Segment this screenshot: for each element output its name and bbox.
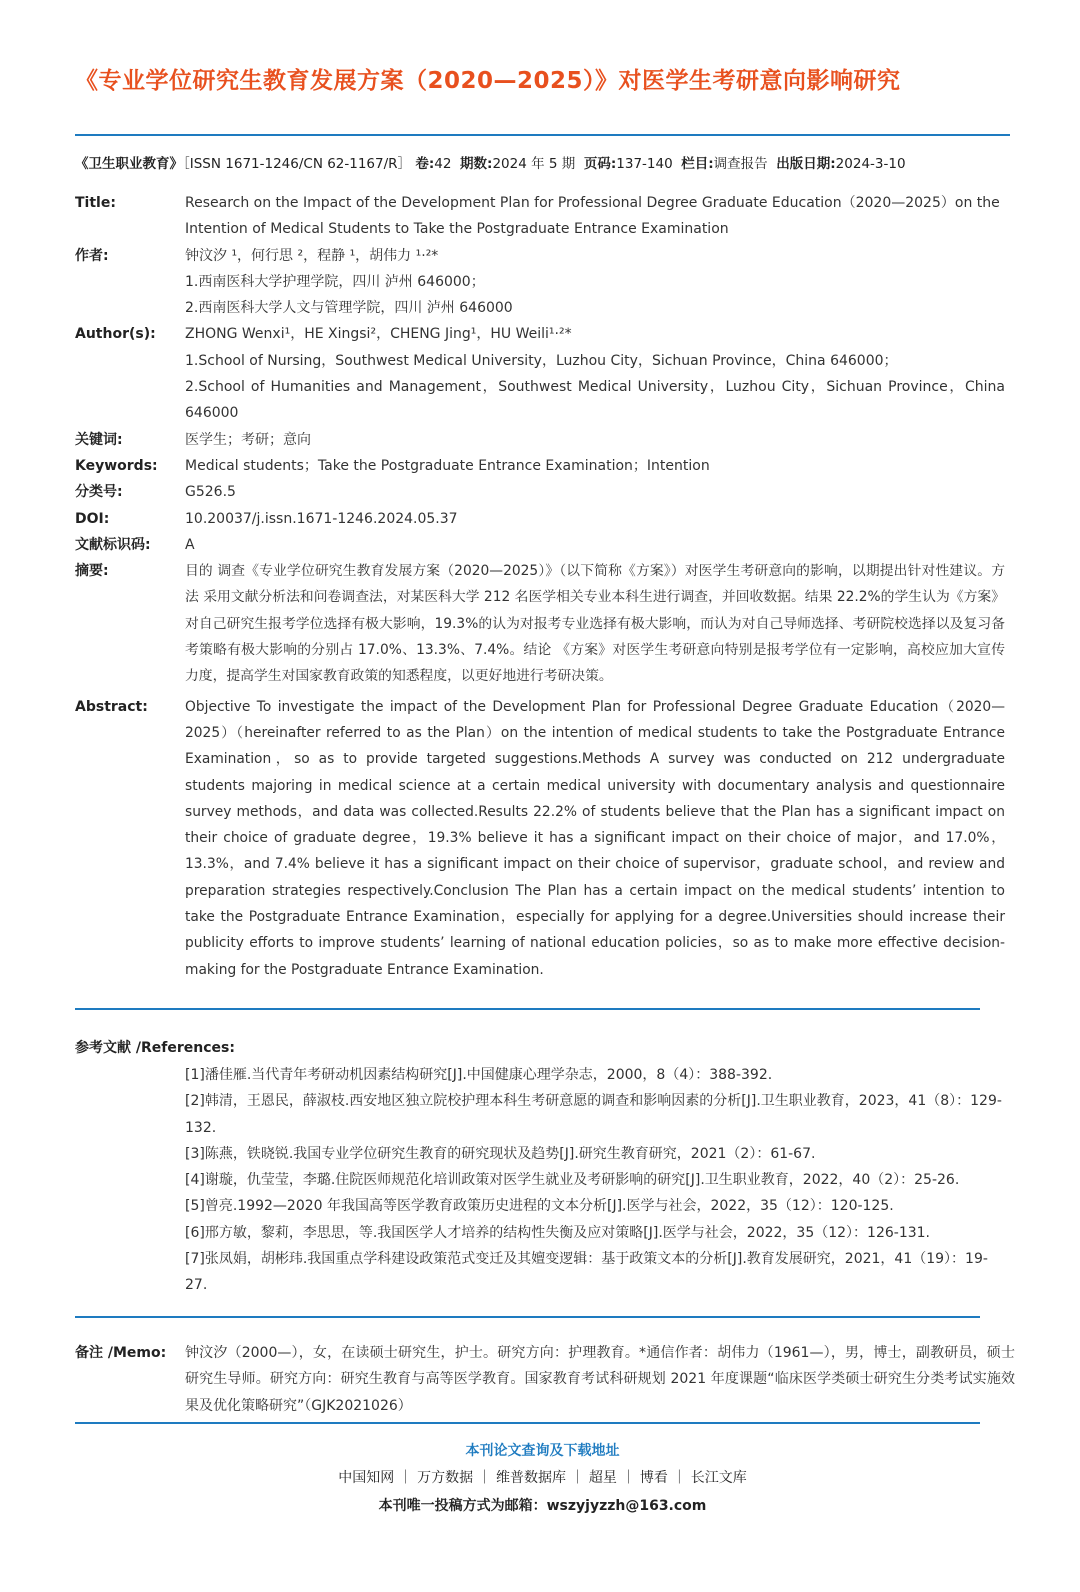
journal-info-line	[75, 154, 1015, 174]
footer-heading: 本刊论文查询及下载地址	[465, 1443, 620, 1459]
field-label: 关键词:	[75, 431, 123, 448]
field-doi	[75, 506, 1015, 532]
column-label: 栏目:	[681, 156, 714, 172]
abstract-en: Objective To investigate the impact of the Development Plan for Professional Degree Graduate Education（2020—2025）（hereinafter referred to as the Plan）on the intention of medical students to take the Postgraduate Entrance Examination，so as to provide targeted suggestions.Methods A survey was conducted on 212 undergraduate students majoring in medical science at a certain medical university with documentary analysis and questionnaire survey methods，and data was collected.Results 22.2% of students believe that the Plan has a significant impact on their choice of graduate degree，19.3% believe it has a significant impact on their choice of major，and 17.0%，13.3%，and 7.4% believe it has a significant impact on their choice of supervisor，graduate school，and review and preparation strategies respectively.Conclusion The Plan has a certain impact on the medical students’ intention to take the Postgraduate Entrance Examination，especially for applying for a degree.Universities should increase their publicity efforts to improve students’ learning of national education policies，so as to make more effective decision-making for the Postgraduate Entrance Examination.	[185, 698, 1005, 978]
references-heading: 参考文献 /References:	[75, 1040, 235, 1056]
reference-item: [4]谢璇，仇莹莹，李璐.住院医师规范化培训政策对医学生就业及考研影响的研究[J].卫生职业教育，2022，40（2）：25-26.	[185, 1172, 960, 1189]
doi-link[interactable]: 10.20037/j.issn.1671-1246.2024.05.37	[185, 510, 458, 527]
issue-label: 期数:	[460, 156, 493, 172]
memo-label: 备注 /Memo:	[75, 1345, 167, 1361]
affiliation-en: 2.School of Humanities and Management，Southwest Medical University，Luzhou City，Sichuan Province，China	[185, 379, 1005, 396]
field-doc-id	[75, 532, 1015, 558]
title-en-line: Intention of Medical Students to Take the Postgraduate Entrance Examination	[185, 221, 729, 238]
reference-item: [6]邢方敏，黎莉，李思思，等.我国医学人才培养的结构性失衡及应对策略[J].医学与社会，2022，35（12）：126-131.	[185, 1224, 930, 1241]
column-value: 调查报告	[713, 156, 768, 172]
abstract-cn: 目的 调查《专业学位研究生教育发展方案（2020—2025）》（以下简称《方案》）对医学生考研意向的影响，以期提出针对性建议。方法 采用文献分析法和问卷调查法，对某医科大学 212 名医学相关专业本科生进行调查，并回收数据。结果 22.2%的学生认为《方案》对自己研究生报考学位选择有极大影响，19.3%的认为对报考专业选择有极大影响，而认为对自己导师选择、考研院校选择以及复习备考策略有极大影响的分别占 17.0%、13.3%、7.4%。结论 《方案》对医学生考研意向特别是报考学位有一定影响，高校应加大宣传力度，提高学生对国家教育政策的知悉程度，以更好地进行考研决策。	[185, 563, 1005, 685]
date-value: 2024-3-10	[835, 156, 906, 172]
footer-divider	[75, 1422, 980, 1424]
field-label: 文献标识码:	[75, 536, 151, 553]
journal-issn: ［ISSN 1671-1246/CN 62-1167/R］	[183, 156, 412, 172]
field-keywords-en	[75, 453, 1015, 479]
affiliation-cn: 2.西南医科大学人文与管理学院，四川 泸州 646000	[185, 300, 513, 317]
journal-name: 《卫生职业教育》	[75, 156, 183, 172]
footer-sources: 中国知网 ｜ 万方数据 ｜ 维普数据库 ｜ 超星 ｜ 博看 ｜ 长江文库	[338, 1470, 747, 1486]
reference-item: [3]陈燕，铁晓锐.我国专业学位研究生教育的研究现状及趋势[J].研究生教育研究，2021（2）：61-67.	[185, 1145, 816, 1162]
volume-value: 42	[434, 156, 452, 172]
memo-text: 钟汶汐（2000—），女，在读硕士研究生，护士。研究方向：护理教育。*通信作者：胡伟力（1961—），男，博士，副教研员，硕士研究生导师。研究方向：研究生教育与高等医学教育。国家教育考试科研规划 2021 年度课题“临床医学类硕士研究生分类考试实施效果及优化策略研究”（GJK2021026）	[185, 1345, 1015, 1414]
memo-divider	[75, 1316, 980, 1318]
field-label: Author(s):	[75, 326, 156, 343]
pages-value: 137-140	[616, 156, 673, 172]
field-authors-en	[75, 321, 1015, 426]
field-label: Keywords:	[75, 457, 158, 474]
metadata-fields	[75, 190, 1015, 983]
reference-item: [1]潘佳雁.当代青年考研动机因素结构研究[J].中国健康心理学杂志，2000，8（4）：388-392.	[185, 1067, 773, 1083]
field-keywords-cn	[75, 427, 1015, 453]
affiliation-en: 646000	[185, 405, 239, 422]
memo-section	[75, 1340, 1015, 1419]
authors-cn: 钟汶汐 ¹，何行思 ²，程静 ¹，胡伟力 ¹·²*	[185, 247, 439, 264]
title-en-line: Research on the Impact of the Development Plan for Professional Degree Graduate Education（2020—2025）on the	[185, 195, 1000, 211]
affiliation-cn: 1.西南医科大学护理学院，四川 泸州 646000；	[185, 273, 485, 290]
field-abstract-cn	[75, 558, 1015, 689]
field-title	[75, 190, 1015, 243]
reference-item: [7]张凤娟，胡彬玮.我国重点学科建设政策范式变迁及其嬗变逻辑：基于政策文本的分析[J].教育发展研究，2021，41（19）：19-27.	[185, 1251, 988, 1294]
class-number: G526.5	[185, 484, 236, 501]
footer-email: 本刊唯一投稿方式为邮箱：wszyjyzzh@163.com	[378, 1498, 707, 1514]
keywords-cn: 医学生；考研；意向	[185, 431, 311, 448]
field-label: 分类号:	[75, 484, 123, 501]
doc-id: A	[185, 536, 195, 553]
field-label: 作者:	[75, 247, 109, 264]
affiliation-en: 1.School of Nursing，Southwest Medical University，Luzhou City，Sichuan Province，China 646000；	[185, 352, 898, 369]
field-label: DOI:	[75, 510, 110, 527]
issue-value: 2024 年 5 期	[492, 156, 576, 172]
references-list	[185, 1062, 1005, 1299]
reference-item: [5]曾亮.1992—2020 年我国高等医学教育政策历史进程的文本分析[J].医学与社会，2022，35（12）：120-125.	[185, 1198, 894, 1215]
article-title: 《专业学位研究生教育发展方案（2020—2025）》对医学生考研意向影响研究	[75, 68, 901, 94]
references-divider	[75, 1008, 980, 1010]
date-label: 出版日期:	[776, 156, 836, 172]
field-label: Title:	[75, 195, 116, 211]
field-abstract-en	[75, 694, 1015, 983]
pages-label: 页码:	[583, 156, 617, 172]
reference-item: [2]韩清，王恩民，薛淑枝.西安地区独立院校护理本科生考研意愿的调查和影响因素的分析[J].卫生职业教育，2023，41（8）：129-132.	[185, 1093, 1002, 1136]
field-label: Abstract:	[75, 698, 148, 715]
authors-en: ZHONG Wenxi¹，HE Xingsi²，CHENG Jing¹，HU Weili¹·²*	[185, 326, 572, 343]
top-divider	[75, 134, 1010, 136]
field-class	[75, 479, 1015, 505]
field-authors-cn	[75, 243, 1015, 322]
keywords-en: Medical students；Take the Postgraduate Entrance Examination；Intention	[185, 457, 710, 474]
footer	[75, 1438, 1010, 1520]
field-label: 摘要:	[75, 563, 109, 580]
volume-label: 卷:	[415, 156, 435, 172]
